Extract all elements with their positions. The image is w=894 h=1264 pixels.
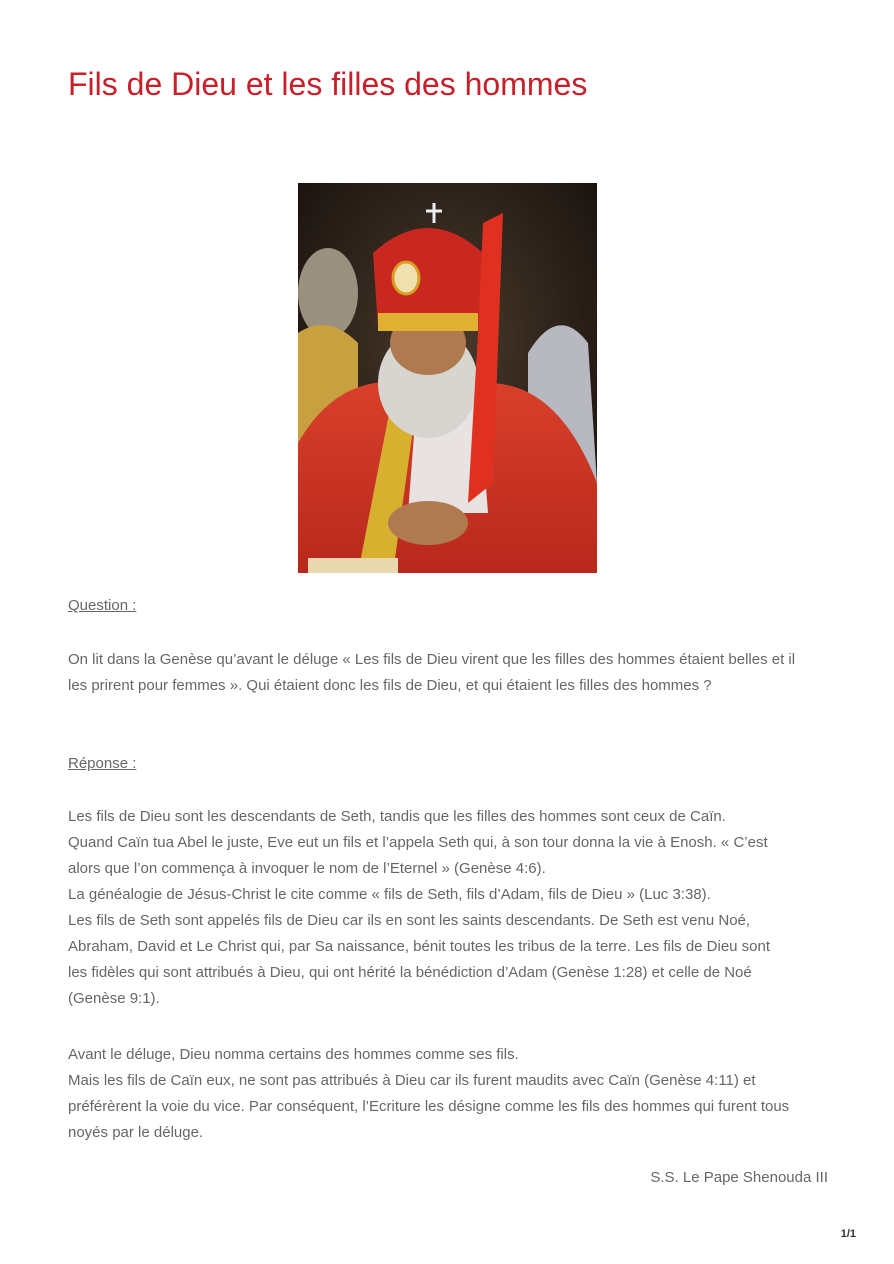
portrait-photo [298,183,597,573]
answer-label: Réponse : [68,755,137,772]
portrait-photo-icon [298,183,597,573]
text-line: Avant le déluge, Dieu nomma certains des hommes comme ses fils. [68,1046,519,1063]
text-line: préférèrent la voie du vice. Par conséquent, l’Ecriture les désigne comme les fils des hommes qui furent tous [68,1098,790,1115]
text-line: La généalogie de Jésus-Christ le cite comme « fils de Seth, fils d’Adam, fils de Dieu » (Luc 3:38). [68,886,711,903]
text-line: Les fils de Dieu sont les descendants de Seth, tandis que les filles des hommes sont ceux de Caïn. [68,808,726,825]
text-line: Mais les fils de Caïn eux, ne sont pas attribués à Dieu car ils furent maudits avec Caïn (Genèse 4:11) et [68,1072,756,1089]
page-title: Fils de Dieu et les filles des hommes [68,66,588,102]
page-number: 1/1 [840,1228,856,1240]
text-line: Quand Caïn tua Abel le juste, Eve eut un fils et l’appela Seth qui, à son tour donna la vie à Enosh. « C’est [68,834,768,851]
text-line: les prirent pour femmes ». Qui étaient donc les fils de Dieu, et qui étaient les filles des hommes ? [68,677,712,694]
text-line: (Genèse 9:1). [68,990,160,1007]
signature: S.S. Le Pape Shenouda III [650,1169,828,1186]
answer-paragraph-2 [68,1042,789,1146]
text-line: alors que l’on commença à invoquer le nom de l’Eternel » (Genèse 4:6). [68,860,546,877]
text-line: On lit dans la Genèse qu’avant le déluge « Les fils de Dieu virent que les filles des hommes étaient belles et il [68,651,796,668]
answer-paragraph-1 [68,804,770,1012]
text-line: Les fils de Seth sont appelés fils de Dieu car ils en sont les saints descendants. De Seth est venu Noé, [68,912,751,929]
text-line: les fidèles qui sont attribués à Dieu, qui ont hérité la bénédiction d’Adam (Genèse 1:28) et celle de Noé [68,964,752,981]
text-line: noyés par le déluge. [68,1124,204,1141]
text-line: Abraham, David et Le Christ qui, par Sa naissance, bénit toutes les tribus de la terre. Les fils de Dieu sont [68,938,771,955]
question-paragraph [68,647,795,699]
question-label: Question : [68,597,137,614]
